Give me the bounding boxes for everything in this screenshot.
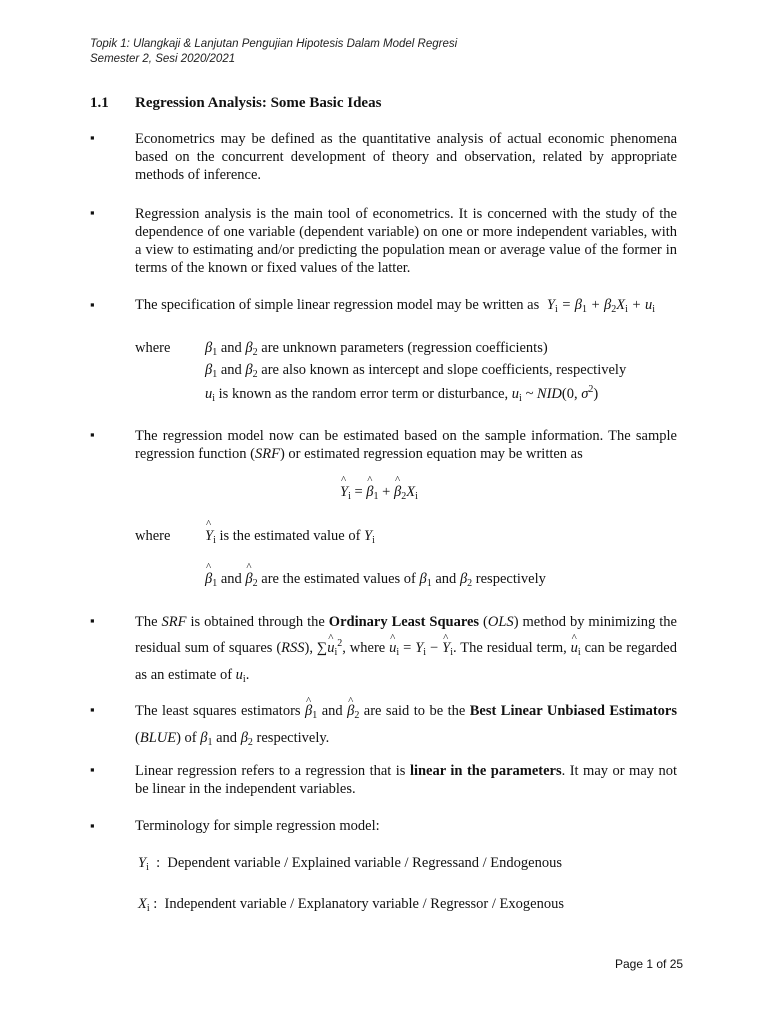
where-label-2: where: [135, 528, 171, 544]
bullet-6-text: The least squares estimators ^ $\beta_1$ and ^ $\beta_2$ are said to be the Best Linear Unbiased Estimators (BLUE) of $\beta_1$ and $\beta_2$ respectively.: [135, 700, 677, 754]
where-line-1: $\beta_1$ and $\beta_2$ are unknown parameters (regression coefficients): [205, 340, 548, 358]
header-line-2: Semester 2, Sesi 2020/2021: [90, 53, 236, 65]
section-heading: [90, 95, 381, 112]
bullet-8-marker: ▪: [90, 818, 95, 833]
bullet-3-marker: ▪: [90, 297, 95, 312]
bullet-2-marker: ▪: [90, 205, 95, 220]
header-line-1: Topik 1: Ulangkaji & Lanjutan Pengujian Hipotesis Dalam Model Regresi: [90, 38, 458, 50]
where-label-1: where: [135, 340, 171, 356]
term-y: $Y_i$ : Dependent variable / Explained variable / Regressand / Endogenous: [138, 855, 562, 873]
bullet-4-text: The regression model now can be estimated based on the sample information. The sample regression function (SRF) or estimated regression equation may be written as: [135, 428, 677, 462]
bullet-6-marker: ▪: [90, 702, 95, 717]
bullet-5-text: The SRF is obtained through the Ordinary Least Squares (OLS) method by minimizing the residual sum of squares (RSS), ∑^ $u_i^2$, where ^ $u_i = Y_i$ − ^ $Y_i$. The residual term, ^ $u_i$ can be regarded as an estimate of $u_i$.: [135, 611, 677, 691]
bullet-7-marker: ▪: [90, 762, 95, 777]
bullet-5-marker: ▪: [90, 613, 95, 628]
term-x: $X_i$ : Independent variable / Explanatory variable / Regressor / Exogenous: [138, 896, 564, 914]
where-line-3: $u_i$ is known as the random error term or disturbance, $u_i$ ~ NID(0, $\sigma^2$): [205, 384, 599, 404]
section-number: 1.1: [90, 95, 109, 111]
srf-equation: ^ $Y_i$ = ^ $\beta_1$ + ^ $\beta_2X_i$: [340, 484, 418, 502]
bullet-1-text: Econometrics may be defined as the quantitative analysis of actual economic phenomena based on the concurrent development of theory and observation, related by appropriate methods of inference.: [135, 131, 677, 183]
bullet-7-text: Linear regression refers to a regression that is linear in the parameters. It may or may not be linear in the independent variables.: [135, 763, 678, 797]
bullet-3-text: The specification of simple linear regression model may be written as $Y_i = \beta_1 + \beta_2X_i + u_i$: [135, 297, 655, 315]
bullet-4-marker: ▪: [90, 427, 95, 442]
where-line-4: ^ $Y_i$ is the estimated value of $Y_i$: [205, 528, 375, 546]
model-equation: $Y_i = \beta_1 + \beta_2X_i + u_i$: [546, 297, 655, 315]
bullet-8-text: Terminology for simple regression model:: [135, 818, 380, 834]
section-title: Regression Analysis: Some Basic Ideas: [135, 95, 382, 111]
where-line-2: $\beta_1$ and $\beta_2$ are also known as intercept and slope coefficients, respectively: [205, 362, 627, 380]
bullet-2-text: Regression analysis is the main tool of econometrics. It is concerned with the study of the dependence of one variable (dependent variable) on one or more independent variables, with a view to estimating and/or predicting the population mean or average value of the former in terms of the known or fixed values of the latter.: [135, 206, 677, 276]
page-number: Page 1 of 25: [615, 957, 684, 971]
bullet-1-marker: ▪: [90, 130, 95, 145]
where-line-5: ^ $\beta_1$ and ^ $\beta_2$ are the estimated values of $\beta_1$ and $\beta_2$ respectively: [205, 571, 546, 589]
